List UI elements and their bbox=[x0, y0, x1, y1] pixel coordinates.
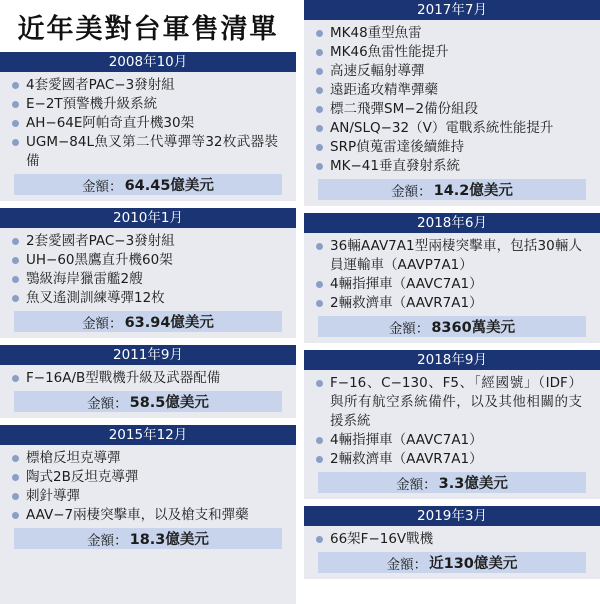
item-text: 魚叉遙測訓練導彈12枚 bbox=[26, 290, 165, 306]
item-text: SRP偵蒐雷達後續維持 bbox=[330, 139, 465, 155]
bullet-icon bbox=[316, 536, 323, 543]
amount-label: 金額： bbox=[82, 178, 123, 195]
item-text: F−16A/B型戰機升級及武器配備 bbox=[26, 370, 221, 386]
item-text: AH−64E阿帕奇直升機30架 bbox=[26, 115, 195, 131]
list-item bbox=[8, 133, 288, 171]
list-item bbox=[312, 43, 592, 62]
bullet-icon bbox=[316, 456, 323, 463]
item-text: 刺針導彈 bbox=[26, 488, 80, 504]
item-list bbox=[8, 232, 288, 308]
list-item bbox=[312, 237, 592, 275]
amount-label: 金額： bbox=[87, 532, 128, 549]
section-date-header: 2019年3月 bbox=[304, 506, 600, 526]
amount-bar bbox=[14, 528, 282, 549]
bullet-icon bbox=[316, 300, 323, 307]
list-item bbox=[8, 506, 288, 525]
list-item bbox=[8, 468, 288, 487]
section-gap bbox=[0, 418, 296, 425]
section-body bbox=[304, 370, 600, 499]
section-body bbox=[0, 72, 296, 201]
list-item bbox=[312, 294, 592, 313]
item-text: MK46魚雷性能提升 bbox=[330, 44, 449, 60]
item-text: 66架F−16V戰機 bbox=[330, 531, 434, 547]
list-item bbox=[312, 119, 592, 138]
item-text: AN/SLQ−32（V）電戰系統性能提升 bbox=[330, 120, 554, 136]
item-list bbox=[8, 449, 288, 525]
list-item bbox=[8, 487, 288, 506]
item-list bbox=[312, 530, 592, 549]
list-item bbox=[8, 114, 288, 133]
amount-value: 58.5億美元 bbox=[129, 395, 209, 411]
sale-section bbox=[0, 52, 296, 201]
section-date-header: 2011年9月 bbox=[0, 345, 296, 365]
list-item bbox=[8, 289, 288, 308]
item-text: F−16、C−130、F5、「經國號」（IDF）與所有航空系統備件，以及其他相關的支援系統 bbox=[330, 375, 582, 429]
bullet-icon bbox=[316, 437, 323, 444]
section-gap bbox=[304, 343, 600, 350]
sale-section bbox=[304, 350, 600, 499]
list-item bbox=[8, 270, 288, 289]
right-column bbox=[304, 0, 600, 604]
bullet-icon bbox=[12, 139, 19, 146]
amount-value: 64.45億美元 bbox=[124, 178, 214, 194]
bullet-icon bbox=[316, 49, 323, 56]
section-body bbox=[0, 445, 296, 555]
section-date-header: 2015年12月 bbox=[0, 425, 296, 445]
amount-bar bbox=[318, 552, 586, 573]
left-sections bbox=[0, 52, 296, 555]
amount-label: 金額： bbox=[87, 395, 128, 412]
bullet-icon bbox=[12, 455, 19, 462]
amount-bar bbox=[14, 311, 282, 332]
amount-value: 14.2億美元 bbox=[433, 183, 513, 199]
bullet-icon bbox=[316, 106, 323, 113]
bullet-icon bbox=[316, 30, 323, 37]
amount-value: 近130億美元 bbox=[429, 556, 518, 572]
amount-bar bbox=[14, 174, 282, 195]
bullet-icon bbox=[316, 68, 323, 75]
list-item bbox=[312, 81, 592, 100]
item-text: 2套愛國者PAC−3發射組 bbox=[26, 233, 175, 249]
list-item bbox=[8, 95, 288, 114]
bullet-icon bbox=[12, 120, 19, 127]
list-item bbox=[312, 374, 592, 431]
list-item bbox=[312, 275, 592, 294]
item-list bbox=[312, 237, 592, 313]
section-date-header: 2010年1月 bbox=[0, 208, 296, 228]
bullet-icon bbox=[316, 144, 323, 151]
item-list bbox=[8, 369, 288, 388]
item-text: E−2T預警機升級系統 bbox=[26, 96, 158, 112]
sale-section bbox=[304, 0, 600, 206]
list-item bbox=[8, 76, 288, 95]
amount-bar bbox=[318, 472, 586, 493]
bullet-icon bbox=[12, 238, 19, 245]
bullet-icon bbox=[12, 512, 19, 519]
bullet-icon bbox=[12, 82, 19, 89]
amount-label: 金額： bbox=[386, 556, 428, 573]
sale-section bbox=[0, 208, 296, 338]
item-text: AAV−7兩棲突擊車，以及槍支和彈藥 bbox=[26, 507, 249, 523]
bullet-icon bbox=[316, 125, 323, 132]
bullet-icon bbox=[316, 281, 323, 288]
right-sections bbox=[304, 0, 600, 579]
item-text: 高速反輻射導彈 bbox=[330, 63, 425, 79]
amount-bar bbox=[14, 391, 282, 412]
item-text: 鶚級海岸獵雷艦2艘 bbox=[26, 271, 143, 287]
list-item bbox=[312, 157, 592, 176]
item-list bbox=[312, 374, 592, 469]
section-body bbox=[304, 20, 600, 206]
list-item bbox=[312, 431, 592, 450]
item-text: 標二飛彈SM−2備份組段 bbox=[330, 101, 479, 117]
amount-label: 金額： bbox=[391, 183, 432, 200]
bullet-icon bbox=[12, 493, 19, 500]
bullet-icon bbox=[12, 257, 19, 264]
item-text: 4輛指揮車（AAVC7A1） bbox=[330, 276, 483, 292]
item-text: 4套愛國者PAC−3發射組 bbox=[26, 77, 175, 93]
item-list bbox=[312, 24, 592, 176]
amount-value: 18.3億美元 bbox=[129, 532, 209, 548]
item-text: 36輛AAV7A1型兩棲突擊車，包括30輛人員運輸車（AAVP7A1） bbox=[330, 238, 582, 273]
item-text: UH−60黑鷹直升機60架 bbox=[26, 252, 173, 268]
item-list bbox=[8, 76, 288, 171]
sale-section bbox=[304, 506, 600, 579]
list-item bbox=[312, 100, 592, 119]
amount-bar bbox=[318, 316, 586, 337]
list-item bbox=[312, 138, 592, 157]
list-item bbox=[312, 530, 592, 549]
bullet-icon bbox=[316, 163, 323, 170]
amount-bar bbox=[318, 179, 586, 200]
bullet-icon bbox=[316, 87, 323, 94]
section-body bbox=[0, 228, 296, 338]
sale-section bbox=[0, 345, 296, 418]
section-date-header: 2008年10月 bbox=[0, 52, 296, 72]
sale-section bbox=[0, 425, 296, 555]
sale-section bbox=[304, 213, 600, 343]
list-item bbox=[312, 62, 592, 81]
item-text: MK48重型魚雷 bbox=[330, 25, 422, 41]
amount-value: 63.94億美元 bbox=[124, 315, 214, 331]
bullet-icon bbox=[12, 474, 19, 481]
item-text: MK−41垂直發射系統 bbox=[330, 158, 460, 174]
item-text: 陶式2B反坦克導彈 bbox=[26, 469, 139, 485]
list-item bbox=[8, 369, 288, 388]
section-body bbox=[0, 365, 296, 418]
section-date-header: 2018年6月 bbox=[304, 213, 600, 233]
amount-value: 8360萬美元 bbox=[431, 320, 516, 336]
section-body bbox=[304, 233, 600, 343]
bullet-icon bbox=[12, 295, 19, 302]
amount-value: 3.3億美元 bbox=[438, 476, 508, 492]
page-title: 近年美對台軍售清單 bbox=[0, 0, 296, 52]
section-gap bbox=[304, 499, 600, 506]
section-date-header: 2017年7月 bbox=[304, 0, 600, 20]
list-item bbox=[312, 24, 592, 43]
item-text: 標槍反坦克導彈 bbox=[26, 450, 121, 466]
left-column bbox=[0, 0, 296, 604]
amount-label: 金額： bbox=[396, 476, 437, 493]
item-text: UGM−84L魚叉第二代導彈等32枚武器裝備 bbox=[26, 134, 278, 169]
amount-label: 金額： bbox=[82, 315, 123, 332]
item-text: 2輛救濟車（AAVR7A1） bbox=[330, 295, 483, 311]
section-date-header: 2018年9月 bbox=[304, 350, 600, 370]
list-item bbox=[8, 232, 288, 251]
amount-label: 金額： bbox=[388, 320, 430, 337]
bullet-icon bbox=[316, 380, 323, 387]
section-gap bbox=[0, 201, 296, 208]
bullet-icon bbox=[12, 276, 19, 283]
section-body bbox=[304, 526, 600, 579]
list-item bbox=[312, 450, 592, 469]
item-text: 2輛救濟車（AAVR7A1） bbox=[330, 451, 483, 467]
section-gap bbox=[0, 338, 296, 345]
item-text: 4輛指揮車（AAVC7A1） bbox=[330, 432, 483, 448]
bullet-icon bbox=[12, 101, 19, 108]
bullet-icon bbox=[12, 375, 19, 382]
bullet-icon bbox=[316, 243, 323, 250]
list-item bbox=[8, 251, 288, 270]
list-item bbox=[8, 449, 288, 468]
section-gap bbox=[304, 206, 600, 213]
item-text: 遠距遙攻精準彈藥 bbox=[330, 82, 438, 98]
